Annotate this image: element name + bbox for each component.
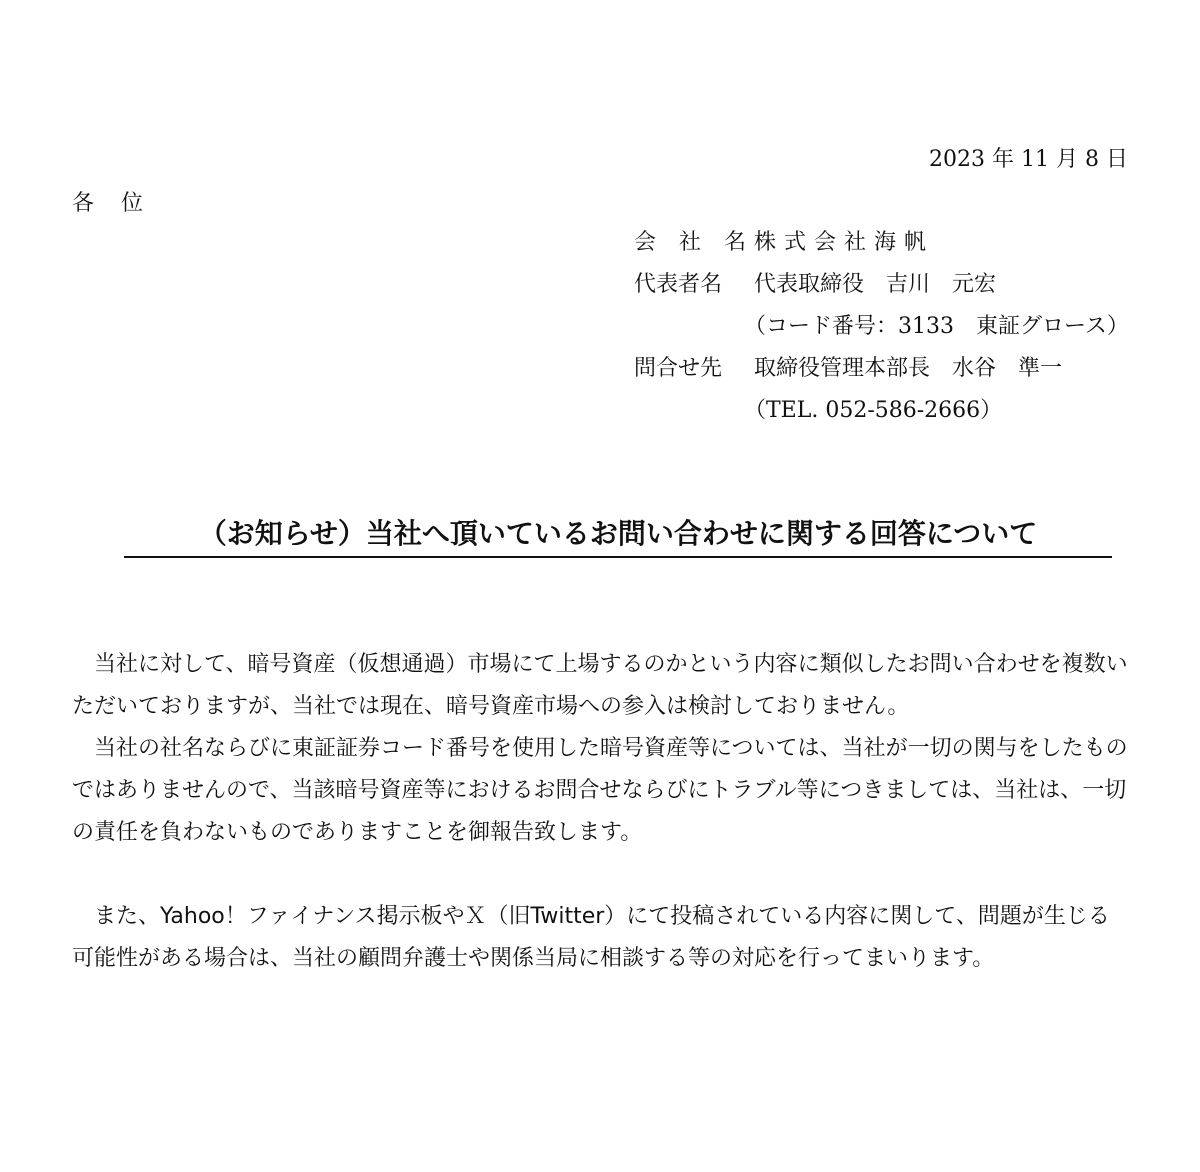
company-label: 会 社 名 [634,230,754,255]
addressee: 各 位 [72,191,153,216]
body-paragraph-1: 当社に対して、暗号資産（仮想通過）市場にて上場するのかという内容に類似したお問い合わせを複数いただいておりますが、当社では現在、暗号資産市場への参入は検討しておりません。 [72,652,1128,719]
contact-row [634,348,1154,390]
notice-title: （お知らせ）当社へ頂いているお問い合わせに関する回答について [124,512,1112,558]
notice-body [72,644,1130,980]
sender-block [634,222,1154,432]
body-paragraph-2: 当社の社名ならびに東証証券コード番号を使用した暗号資産等については、当社が一切の関与をしたものではありませんので、当該暗号資産等におけるお問合せならびにトラブル等につきましては、当社は、一切の責任を負わないものでありますことを御報告致します。 [72,736,1128,845]
representative-name: 代表取締役 吉川 元宏 [754,272,997,297]
contact-label: 問合せ先 [634,356,723,381]
company-name: 株式会社海帆 [754,230,935,255]
representative-row [634,264,1154,306]
stock-code-line: （コード番号：3133 東証グロース） [744,314,1129,339]
telephone-line: （TEL. 052-586-2666） [744,398,1003,423]
body-paragraph-3: また、Yahoo！ファイナンス掲示板やＸ（旧Twitter）にて投稿されている内容に関して、問題が生じる可能性がある場合は、当社の顧問弁護士や関係当局に相談する等の対応を行ってまいります。 [72,904,1110,971]
contact-person: 取締役管理本部長 水谷 準一 [754,356,1063,381]
representative-label: 代表者名 [634,272,723,297]
document-date: 2023 年 11 月 8 日 [929,147,1128,172]
company-row [634,222,1154,264]
